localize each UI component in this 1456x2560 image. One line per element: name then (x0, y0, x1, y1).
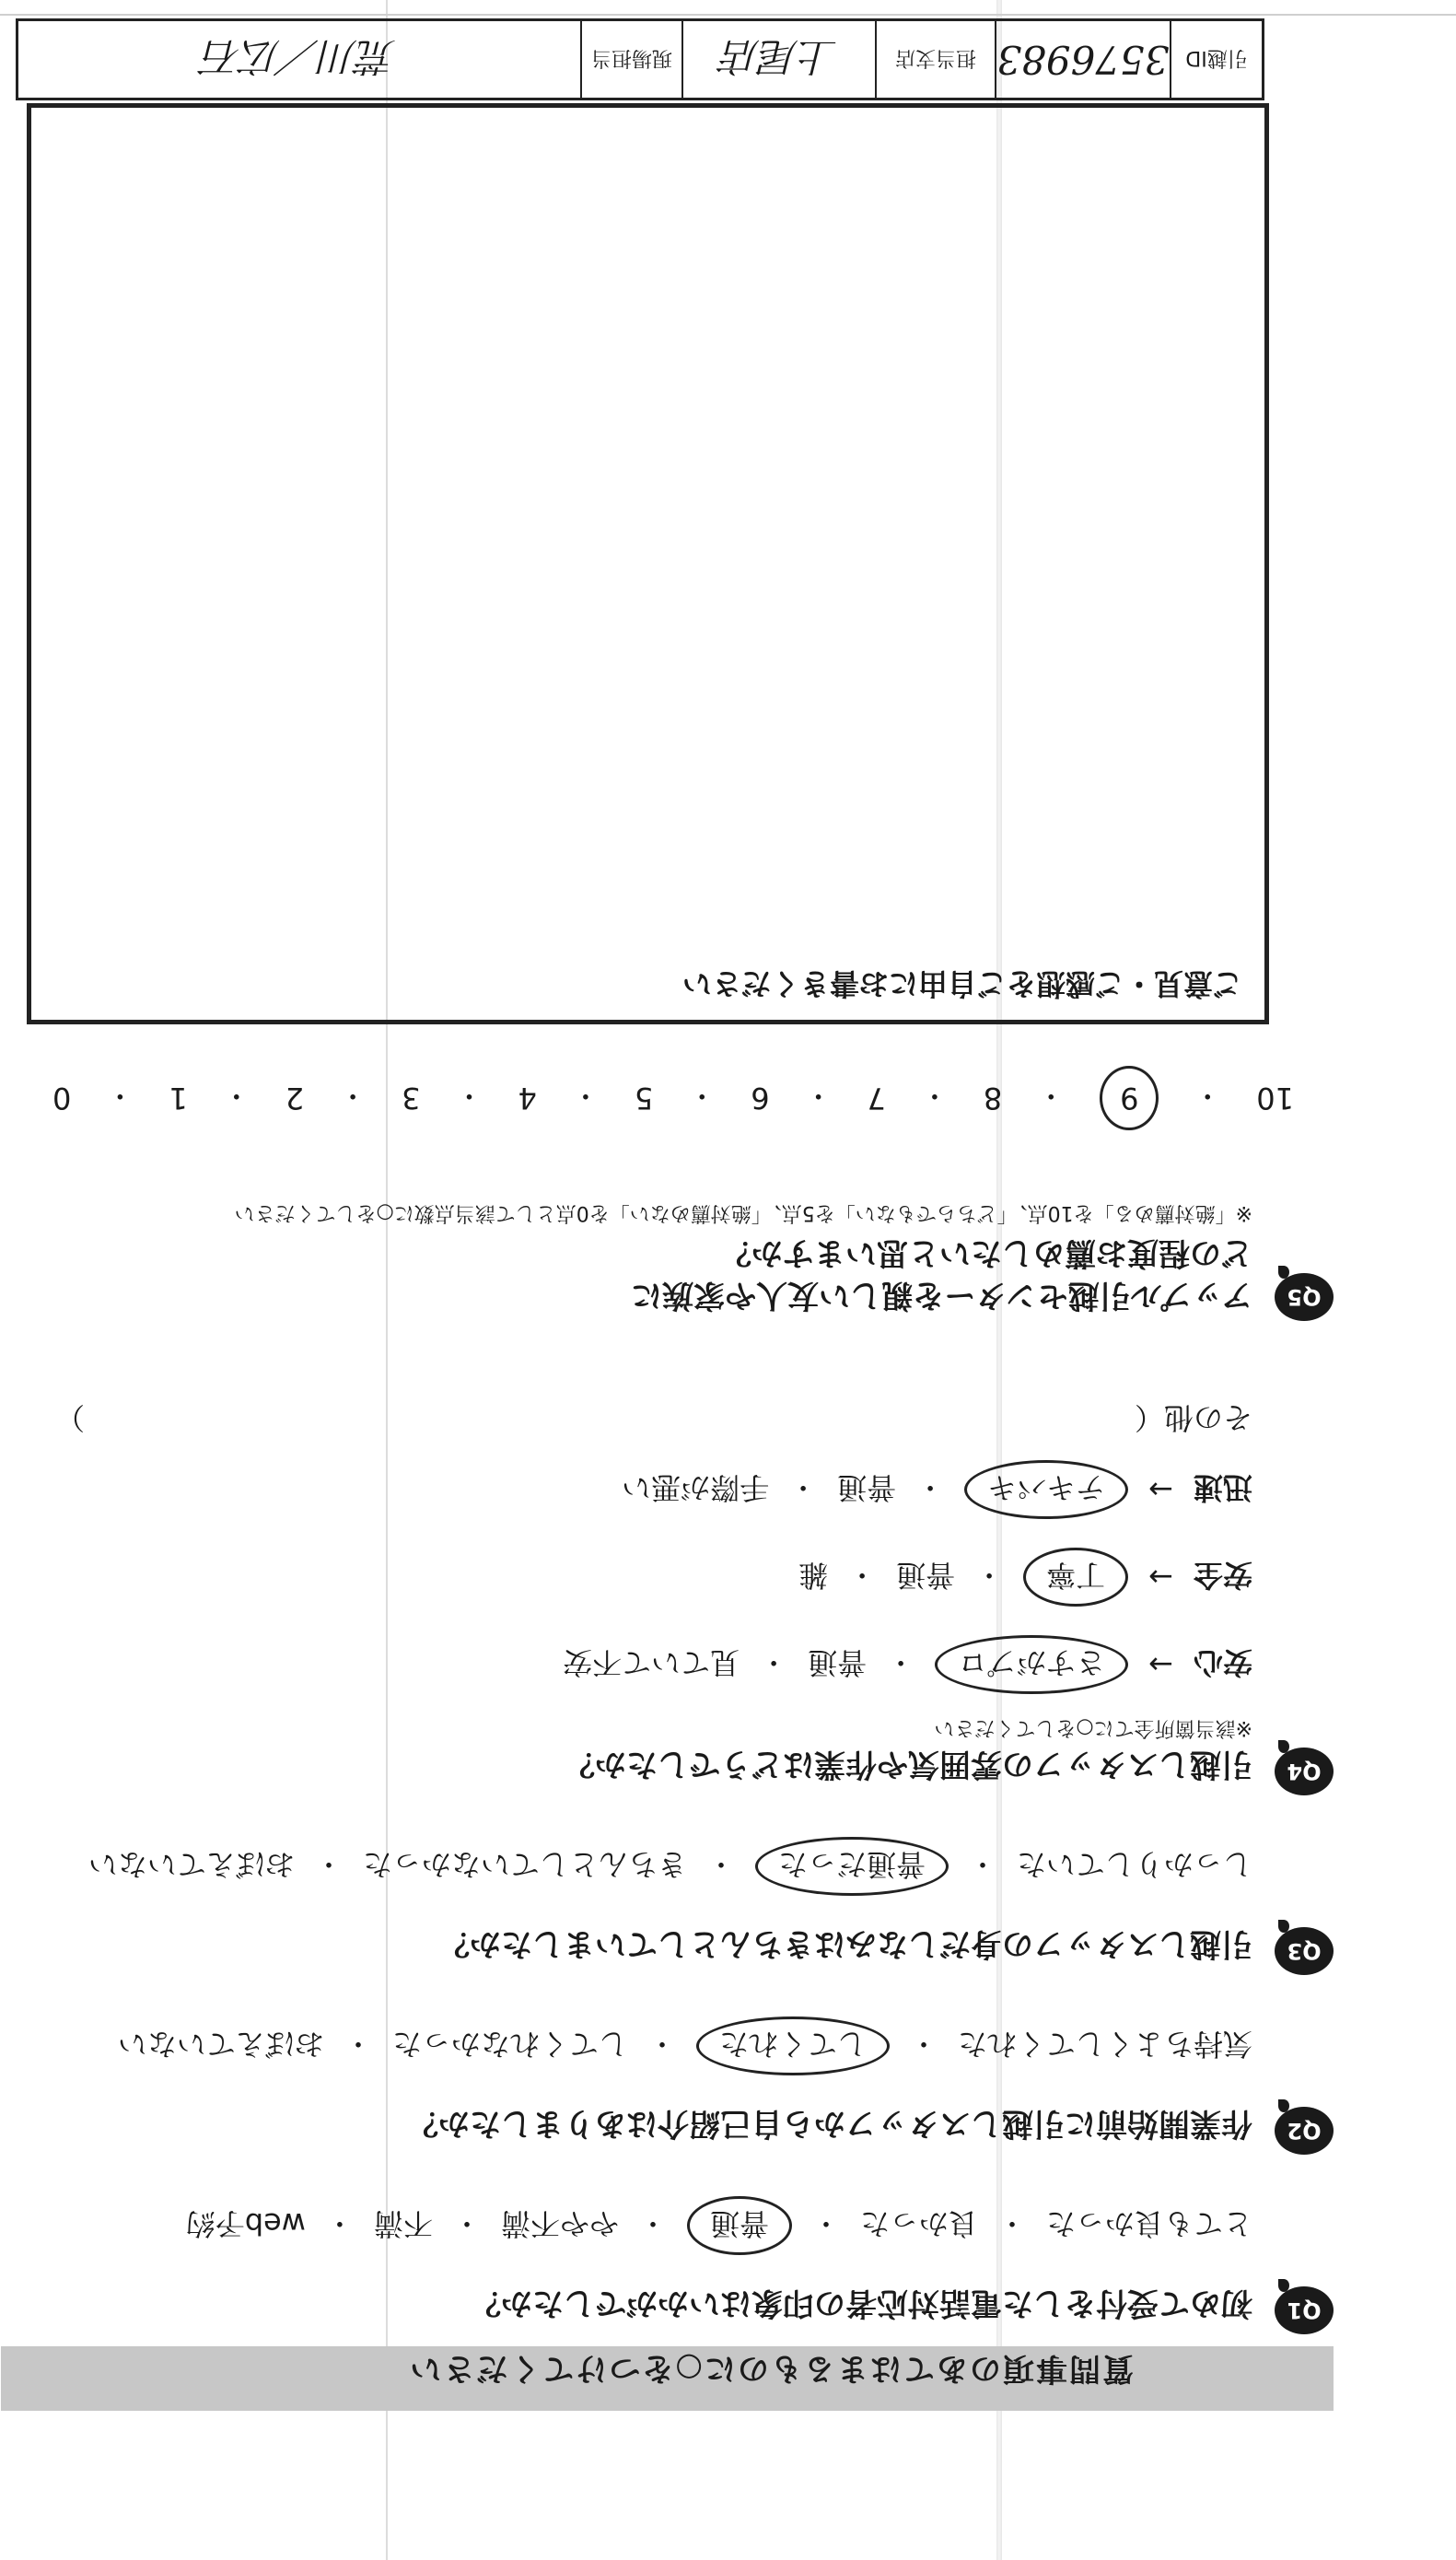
q1-badge: Q1 (1275, 2286, 1334, 2334)
q4-option[interactable]: 雑 (798, 1558, 829, 1593)
q1-question: 初めて受付をした電話対応者の印象はいかがでしたか？ (470, 2285, 1252, 2321)
score-option[interactable]: 8 (983, 1081, 1003, 1116)
q1-option[interactable]: やや不満 (500, 2206, 619, 2241)
q3-options: しっかりしていた ・ 普通だった ・ きちんとしていなかった ・ おぼえていない (88, 1837, 1252, 1896)
q5-badge-tail (1278, 1266, 1289, 1279)
branch-label-cell (875, 21, 995, 98)
q5-score-scale: 10 ・ 9 ・ 8 ・ 7 ・ 6 ・ 5 ・ 4 ・ 3 ・ 2 ・ 1 ・ 0 (52, 1066, 1294, 1130)
leader-value-cell (18, 21, 580, 98)
q2-option-selected[interactable]: してくれた (696, 2016, 890, 2075)
q4-other-label: その他（ (1134, 1400, 1252, 1435)
q2-badge-tail (1278, 2099, 1289, 2112)
q4-option[interactable]: 手際が悪い (622, 1470, 770, 1505)
id-label-cell (1170, 21, 1262, 98)
score-option[interactable]: 4 (518, 1081, 537, 1116)
q4-badge-tail (1278, 1740, 1289, 1753)
q3-badge: Q3 (1275, 1927, 1334, 1975)
leader-value: 荒川／広石 (203, 34, 397, 80)
q4-question: 引越しスタッフの雰囲気や作業はどうでしたか？ (564, 1746, 1252, 1783)
q4-row-label: 安全 (1193, 1558, 1252, 1593)
branch-value: 上尾店 (721, 34, 838, 80)
score-option[interactable]: 3 (402, 1081, 421, 1116)
arrow-icon: → (1148, 1472, 1173, 1507)
q4-option-selected[interactable]: さすがプロ (935, 1635, 1128, 1694)
q1-options: とても良かった ・ 良かった ・ 普通 ・ やや不満 ・ 不満 ・ web予約 (186, 2196, 1252, 2255)
id-value: 3576983 (996, 37, 1170, 82)
staff-info-table (16, 18, 1264, 100)
score-option[interactable]: 2 (285, 1081, 305, 1116)
comments-label: ご意見・ご感想をご自由にお書きください (681, 966, 1242, 1001)
score-option[interactable]: 7 (867, 1081, 886, 1116)
q3-question: 引越しスタッフの身だしなみはきちんとしていましたか？ (438, 1925, 1252, 1962)
branch-value-cell (681, 21, 875, 98)
q4-row-anzen: 安全 → 丁寧 ・ 普通 ・ 雑 (798, 1548, 1252, 1607)
q3-option-selected[interactable]: 普通だった (755, 1837, 949, 1896)
arrow-icon: → (1148, 1647, 1173, 1682)
q4-row-label: 安心 (1193, 1645, 1252, 1680)
q4-other-row (55, 1398, 1252, 1441)
q3-badge-tail (1278, 1920, 1289, 1933)
q2-options: 気持ちよくしてくれた ・ してくれた ・ してくれなかった ・ おぼえていない (118, 2016, 1252, 2075)
arrow-icon: → (1148, 1560, 1173, 1595)
leader-label: 現場担当 (591, 46, 673, 69)
score-option[interactable]: 6 (751, 1081, 770, 1116)
q4-option[interactable]: 普通 (808, 1645, 868, 1680)
q1-option[interactable]: 不満 (373, 2206, 433, 2241)
q4-row-anshin: 安心 → さすがプロ ・ 普通 ・ 見ていて不安 (563, 1635, 1252, 1694)
leader-label-cell (580, 21, 681, 98)
q4-other-close: ） (55, 1400, 86, 1435)
instruction-text: 質問事項のあてはまるものに○をつけてください (408, 2350, 1134, 2387)
q2-option[interactable]: おぼえていない (117, 2027, 324, 2062)
q4-option[interactable]: 見ていて不安 (563, 1645, 740, 1680)
sheet-bottom-edge (0, 14, 1456, 16)
q5-question-line1: アップル引越センターを親しい友人や家族に (631, 1277, 1252, 1314)
q1-option[interactable]: web予約 (185, 2206, 306, 2241)
q3-option[interactable]: きちんとしていなかった (362, 1847, 687, 1882)
q4-option[interactable]: 普通 (896, 1558, 956, 1593)
q3-option[interactable]: おぼえていない (87, 1847, 295, 1882)
id-value-cell (995, 21, 1170, 98)
q2-badge: Q2 (1275, 2107, 1334, 2155)
q5-note: ※「絶対薦める」を10点、「どちらでもない」を5点、「絶対薦めない」を0点として該当点数に○をしてください (234, 1201, 1252, 1224)
branch-label: 担当支店 (895, 46, 977, 69)
q5-badge: Q5 (1275, 1273, 1334, 1321)
q4-option-selected[interactable]: 丁寧 (1023, 1548, 1128, 1607)
score-option[interactable]: 10 (1256, 1081, 1294, 1116)
score-option[interactable]: 1 (169, 1081, 188, 1116)
q1-option[interactable]: 良かった (859, 2206, 978, 2241)
q3-option[interactable]: しっかりしていた (1016, 1847, 1252, 1882)
q2-option[interactable]: 気持ちよくしてくれた (957, 2027, 1252, 2062)
score-option[interactable]: 0 (52, 1081, 72, 1116)
q4-row-label: 迅速 (1193, 1470, 1252, 1505)
q5-question-line2: どの程度お薦めしたいと思いますか？ (720, 1234, 1252, 1271)
q4-badge: Q4 (1275, 1748, 1334, 1795)
comments-box[interactable] (27, 103, 1269, 1024)
score-option-selected[interactable]: 9 (1100, 1066, 1159, 1130)
q1-badge-tail (1278, 2279, 1289, 2292)
q1-option[interactable]: とても良かった (1045, 2206, 1252, 2241)
id-label: 引越ID (1185, 46, 1248, 69)
q4-option[interactable]: 普通 (837, 1470, 897, 1505)
q2-option[interactable]: してくれなかった (391, 2027, 628, 2062)
q1-option-selected[interactable]: 普通 (687, 2196, 792, 2255)
q2-question: 作業開始前に引越しスタッフから自己紹介はありましたか？ (407, 2105, 1252, 2142)
q4-option-selected[interactable]: テキパキ (964, 1460, 1128, 1519)
q4-note: ※該当箇所全てに○をしてください (934, 1716, 1252, 1739)
score-option[interactable]: 5 (634, 1081, 654, 1116)
q4-row-jinsoku: 迅速 → テキパキ ・ 普通 ・ 手際が悪い (622, 1460, 1252, 1519)
